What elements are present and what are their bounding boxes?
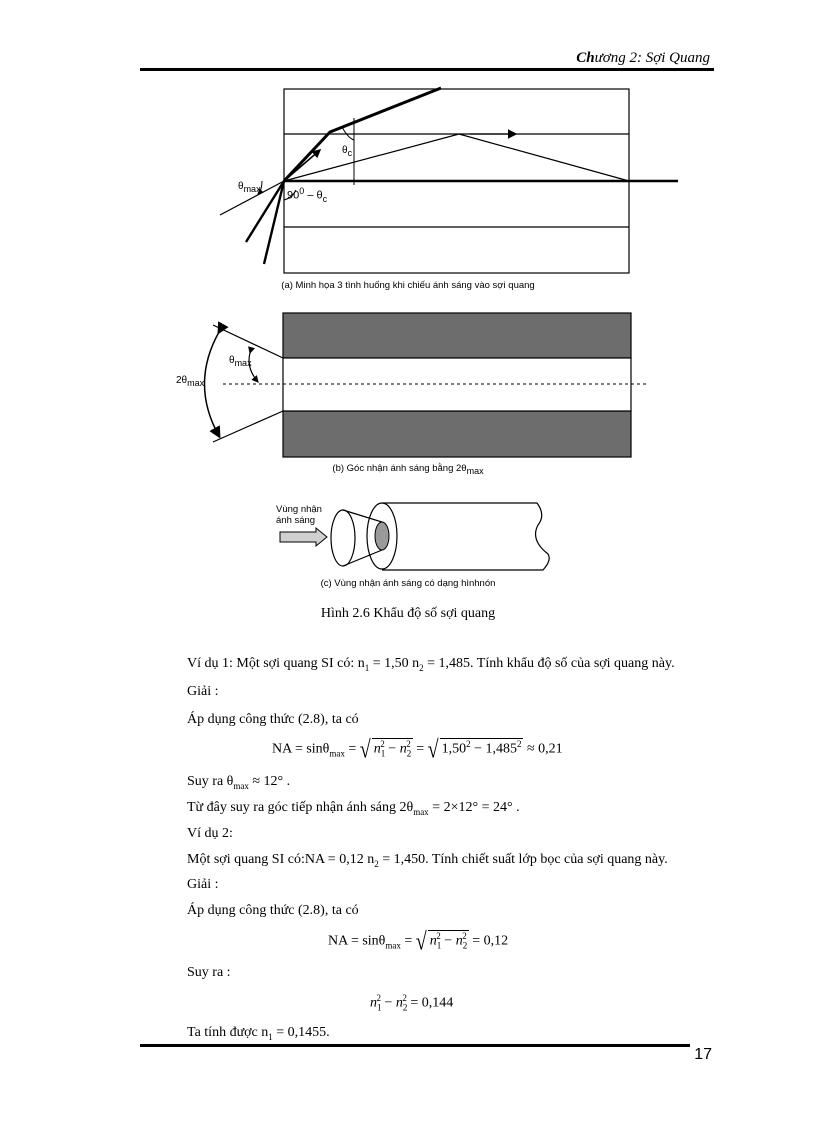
caption-c: (c) Vùng nhận ánh sáng có dạng hìnhnón	[320, 578, 496, 589]
result-2-label: Suy ra :	[187, 965, 231, 980]
label-accept-2: ánh sáng	[276, 515, 316, 526]
equation-3: $n_1^2 - n_2^2 = 0,144$	[370, 993, 454, 1013]
example-2-statement: Một sợi quang SI có:NA = 0,12 $n_2 = 1,450$. Tính chiết suất lớp bọc của sợi quang này.	[187, 852, 668, 869]
label-accept-1: Vùng nhận	[276, 504, 322, 515]
label-90-minus-theta-c: $90^0 - \theta_c$	[287, 186, 328, 204]
equation-2: NA = sinθ$_{max}$ = √ $n_1^2 - n_2^2 = 0,12$	[328, 927, 509, 956]
apply-formula-1: Áp dụng công thức (2.8), ta có	[187, 712, 359, 727]
label-theta-max-b: $\theta_{max}$	[229, 355, 252, 368]
diagram-a	[220, 88, 678, 273]
chapter-header: Chương 2: Sợi Quang	[576, 50, 710, 66]
result-1: Suy ra $\theta_{max} \approx 12^\circ$ .	[187, 774, 291, 791]
label-2theta-max: $2\theta_{max}$	[176, 375, 205, 388]
example-2-title: Ví dụ 2:	[187, 826, 233, 841]
page-number: 17	[694, 1046, 712, 1063]
figure-title: Hình 2.6 Khẩu độ số sợi quang	[320, 606, 496, 621]
caption-b: (b) Góc nhận ánh sáng bằng $2\theta_{max}$	[332, 463, 484, 476]
footer-rule	[140, 1044, 690, 1047]
solution-1-label: Giải :	[187, 684, 219, 699]
solution-2-label: Giải :	[187, 877, 219, 892]
label-theta-c: $\theta_c$	[342, 145, 353, 158]
final-result: Ta tính được $n_1 = 0,1455$.	[187, 1025, 330, 1042]
equation-1: NA = sinθ$_{max}$ = √ $n_1^2 - n_2^2$ = √ $1,50^2 - 1,485^2 \approx 0,21$	[272, 735, 563, 764]
caption-a: (a) Minh họa 3 tình huống khi chiếu ánh sáng vào sợi quang	[281, 280, 535, 291]
diagram-b	[205, 313, 649, 457]
conclusion-1: Từ đây suy ra góc tiếp nhận ánh sáng $2\theta_{max} = 2\times 12^\circ = 24^\circ$ .	[187, 800, 520, 817]
apply-formula-2: Áp dụng công thức (2.8), ta có	[187, 903, 359, 918]
example-1-statement: Ví dụ 1: Một sợi quang SI có: $n_1 = 1,50$ $n_2 = 1,485$. Tính khẩu độ số của sợi quang này.	[187, 656, 675, 673]
label-theta-max-a: $\theta_{max}$	[238, 181, 261, 194]
